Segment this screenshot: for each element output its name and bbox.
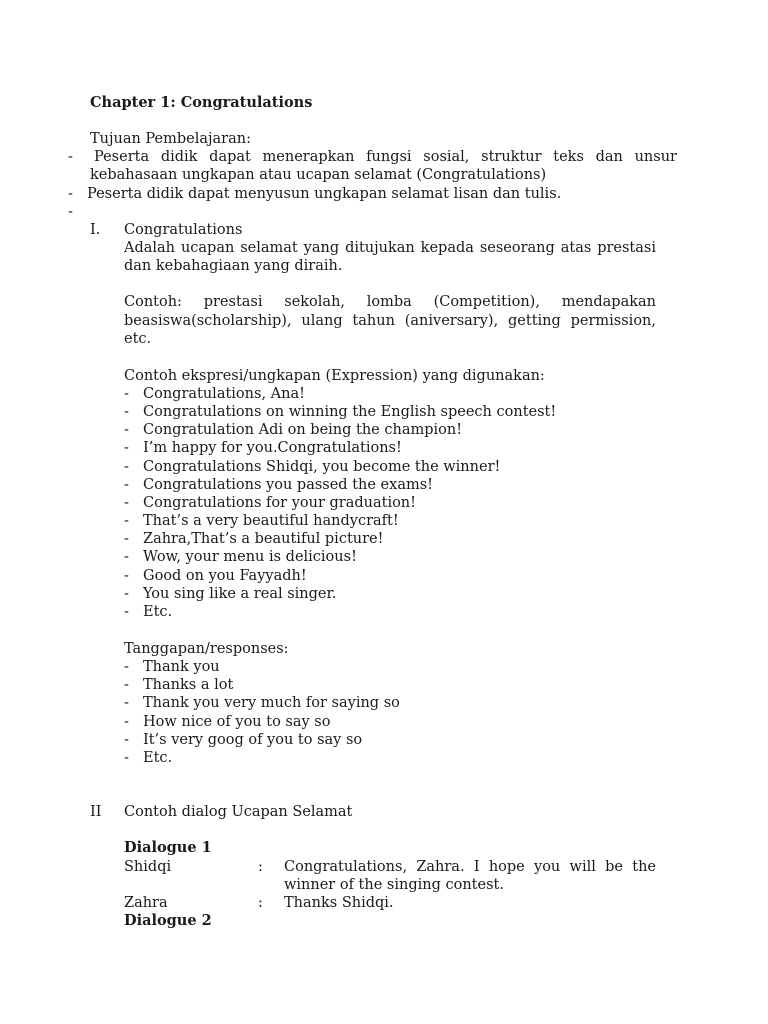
list-item: Congratulations, Ana! xyxy=(143,386,305,402)
list-item: Good on you Fayyadh! xyxy=(143,567,307,584)
bullet-dash: - xyxy=(124,567,129,584)
bullet-dash: - xyxy=(124,440,129,457)
section-1-number: I. xyxy=(90,222,101,238)
definition-line-2: dan kebahagiaan yang diraih. xyxy=(124,258,343,274)
list-item: Zahra,That’s a beautiful picture! xyxy=(143,531,384,548)
section-2-heading: Contoh dialog Ucapan Selamat xyxy=(124,804,353,820)
objective-2: Peserta didik dapat menyusun ungkapan selamat lisan dan tulis. xyxy=(87,186,562,202)
section-1-heading: Congratulations xyxy=(124,222,243,238)
bullet-dash: - xyxy=(124,603,129,620)
bullet-dash: - xyxy=(124,750,129,766)
bullet-dash: - xyxy=(124,422,129,439)
examples-line-2: beasiswa(scholarship), ulang tahun (aniversary), getting permission, xyxy=(124,313,656,329)
section-2-number: II xyxy=(90,804,102,820)
bullet-dash: - xyxy=(124,458,129,475)
list-item: Etc. xyxy=(143,750,173,766)
examples-line-1: Contoh: prestasi sekolah, lomba (Competition), mendapakan xyxy=(124,294,656,310)
list-item: Congratulations for your graduation! xyxy=(143,494,416,511)
dialogue-colon: : xyxy=(258,859,263,875)
definition-line-1: Adalah ucapan selamat yang ditujukan kepada seseorang atas prestasi xyxy=(124,240,656,256)
dialogue-colon: : xyxy=(258,895,263,911)
examples-line-3: etc. xyxy=(124,331,152,347)
list-item: That’s a very beautiful handycraft! xyxy=(143,513,399,530)
bullet-dash: - xyxy=(124,386,129,402)
dialogue-1-title: Dialogue 1 xyxy=(124,839,212,856)
list-item: You sing like a real singer. xyxy=(143,585,337,602)
list-item: Congratulations on winning the English speech contest! xyxy=(143,404,557,421)
objective-1-line-2: kebahasaan ungkapan atau ucapan selamat (Congratulations) xyxy=(90,167,547,183)
bullet-dash: - xyxy=(124,476,129,493)
dialogue-speaker: Zahra xyxy=(124,895,168,911)
list-item: I’m happy for you.Congratulations! xyxy=(143,440,402,457)
dialogue-line: Thanks Shidqi. xyxy=(284,895,394,911)
list-item: Thank you very much for saying so xyxy=(143,695,400,712)
list-item: Thank you xyxy=(143,659,220,675)
list-item: Congratulation Adi on being the champion! xyxy=(143,422,463,439)
dialogue-speaker: Shidqi xyxy=(124,859,172,875)
expressions-heading: Contoh ekspresi/ungkapan (Expression) yang digunakan: xyxy=(124,368,545,384)
dialogue-line: Congratulations, Zahra. I hope you will be the xyxy=(284,859,656,875)
dialogue-line: winner of the singing contest. xyxy=(284,877,504,893)
list-item: Wow, your menu is delicious! xyxy=(143,549,357,566)
bullet-dash: - xyxy=(68,186,73,202)
chapter-title: Chapter 1: Congratulations xyxy=(90,94,313,111)
bullet-dash: - xyxy=(124,695,129,712)
objectives-heading: Tujuan Pembelajaran: xyxy=(90,131,251,147)
list-item: It’s very goog of you to say so xyxy=(143,731,363,748)
bullet-dash: - xyxy=(124,585,129,602)
bullet-dash: - xyxy=(124,531,129,548)
list-item: Congratulations you passed the exams! xyxy=(143,476,433,493)
list-item: Thanks a lot xyxy=(143,677,234,694)
dialogue-2-title: Dialogue 2 xyxy=(124,912,212,929)
bullet-dash: - xyxy=(68,204,73,220)
bullet-dash: - xyxy=(124,549,129,566)
list-item: Congratulations Shidqi, you become the winner! xyxy=(143,458,501,475)
objective-1-line-1: Peserta didik dapat menerapkan fungsi sosial, struktur teks dan unsur xyxy=(94,149,677,165)
bullet-dash: - xyxy=(124,494,129,511)
bullet-dash: - xyxy=(68,149,73,165)
bullet-dash: - xyxy=(124,677,129,694)
bullet-dash: - xyxy=(124,713,129,730)
list-item: Etc. xyxy=(143,603,173,620)
bullet-dash: - xyxy=(124,513,129,530)
bullet-dash: - xyxy=(124,731,129,748)
responses-heading: Tanggapan/responses: xyxy=(124,641,289,657)
bullet-dash: - xyxy=(124,659,129,675)
bullet-dash: - xyxy=(124,404,129,421)
list-item: How nice of you to say so xyxy=(143,713,331,730)
